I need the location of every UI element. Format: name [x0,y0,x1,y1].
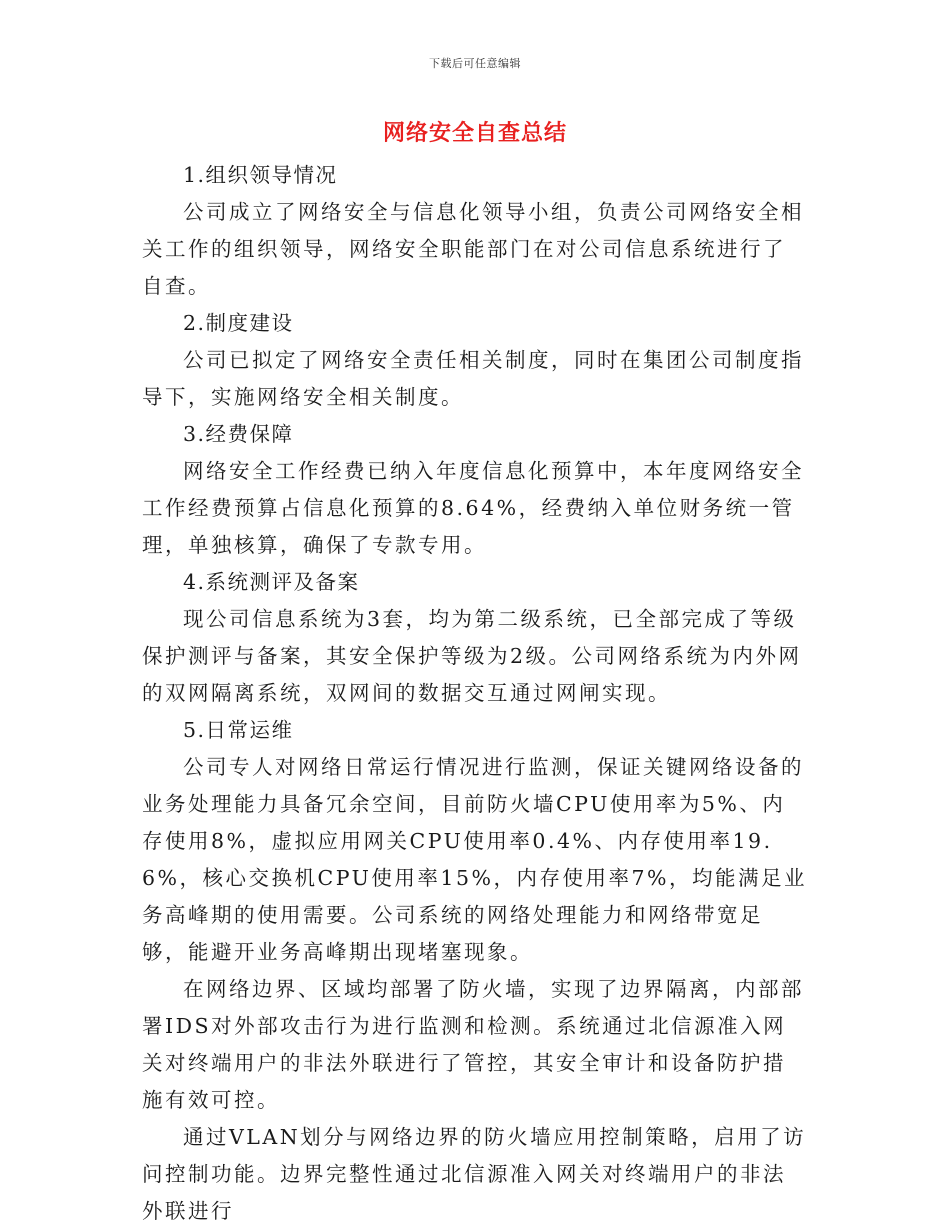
paragraph: 公司专人对网络日常运行情况进行监测，保证关键网络设备的业务处理能力具备冗余空间，目前防火墙CPU使用率为5%、内存使用8%，虚拟应用网关CPU使用率0.4%、内存使用率19.6%，核心交换机CPU使用率15%，内存使用率7%，均能满足业务高峰期的使用需要。公司系统的网络处理能力和网络带宽足够，能避开业务高峰期出现堵塞现象。 [142,755,808,964]
section-heading: 5.日常运维 [183,718,294,742]
page-header-note: 下载后可任意编辑 [429,57,521,70]
section-heading: 1.组织领导情况 [183,163,338,187]
paragraph: 公司成立了网络安全与信息化领导小组，负责公司网络安全相关工作的组织领导，网络安全职能部门在对公司信息系统进行了自查。 [142,200,804,298]
section-heading: 2.制度建设 [183,311,294,335]
document-title: 网络安全自查总结 [382,120,567,146]
section-heading: 4.系统测评及备案 [183,570,360,594]
paragraph: 网络安全工作经费已纳入年度信息化预算中，本年度网络安全工作经费预算占信息化预算的8.64%，经费纳入单位财务统一管理，单独核算，确保了专款专用。 [142,459,804,557]
paragraph: 在网络边界、区域均部署了防火墙，实现了边界隔离，内部部署IDS对外部攻击行为进行监测和检测。系统通过北信源准入网关对终端用户的非法外联进行了管控，其安全审计和设备防护措施有效可控。 [142,977,804,1112]
paragraph: 通过VLAN划分与网络边界的防火墙应用控制策略，启用了访问控制功能。边界完整性通过北信源准入网关对终端用户的非法外联进行 [142,1125,807,1223]
section-heading: 3.经费保障 [183,422,294,446]
document-body [142,157,807,1230]
paragraph: 现公司信息系统为3套，均为第二级系统，已全部完成了等级保护测评与备案，其安全保护等级为2级。公司网络系统为内外网的双网隔离系统，双网间的数据交互通过网闸实现。 [142,607,802,705]
paragraph: 公司已拟定了网络安全责任相关制度，同时在集团公司制度指导下，实施网络安全相关制度。 [142,348,804,409]
